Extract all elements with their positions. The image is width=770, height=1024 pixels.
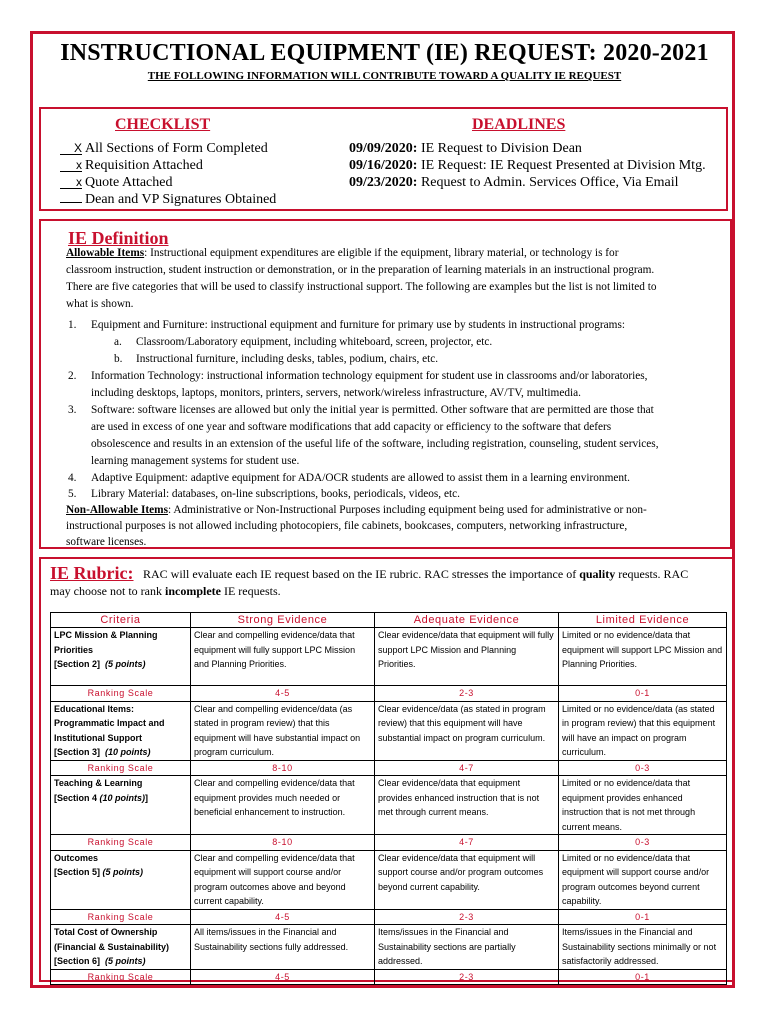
page-subtitle: THE FOLLOWING INFORMATION WILL CONTRIBUTE TOWARD A QUALITY IE REQUEST [147,70,622,82]
strong-cell: Clear and compelling evidence/data that equipment will fully support LPC Mission and Planning Priorities. [191,628,375,686]
deadline-text: IE Request: IE Request Presented at Division Mtg. [420,158,706,173]
score-adequate: 4-7 [375,760,559,776]
nonallowable-label: Non-Allowable Items [66,504,168,516]
nonallowable-line-1 [66,502,647,519]
rubric-heading: IE Rubric: [50,563,134,583]
points-label: (5 points) [105,659,146,669]
rubric-intro-bold: quality [579,567,616,581]
limited-cell: Limited or no evidence/data that equipment will support course and/or program outcomes beyond current capability. [559,850,727,909]
definition-line-2: classroom instruction, student instruction or demonstration, or in the preparation of learning materials in an instructional program. [66,264,655,276]
score-limited: 0-1 [559,909,727,925]
rubric-row [51,850,727,909]
rubric-row [51,925,727,970]
nonallowable-line-2: instructional purposes is not allowed including photocopiers, file cabinets, bookcases, computers, networking infrastructure, [66,520,628,532]
checklist-item[interactable] [60,140,268,157]
deadline-text: IE Request to Division Dean [420,141,582,156]
criteria-line: Total Cost of Ownership [54,927,158,937]
list-num: b. [114,353,123,365]
list-text: Classroom/Laboratory equipment, including whiteboard, screen, projector, etc. [136,336,493,348]
limited-cell: Limited or no evidence/data that equipment provides enhanced instruction that is not met through current means. [559,776,727,835]
list-text: Software: software licenses are allowed but only the initial year is permitted. Other software that are permitted are those that [91,404,654,416]
checklist-item[interactable] [60,157,203,174]
nonallowable-line-3: software licenses. [66,536,147,548]
list-num: 4. [68,472,77,484]
ranking-row [51,909,727,925]
rubric-header-row [51,613,727,628]
rubric-intro-text: IE requests. [220,584,281,598]
header-limited: Limited Evidence [559,613,727,628]
header-strong: Strong Evidence [191,613,375,628]
limited-cell: Limited or no evidence/data that equipment will support LPC Mission and Planning Priorities. [559,628,727,686]
deadline-text: Request to Admin. Services Office, Via Email [420,175,679,190]
header-criteria: Criteria [51,613,191,628]
adequate-cell: Clear evidence/data that equipment provides enhanced instruction that is not met through current means. [375,776,559,835]
score-limited: 0-1 [559,969,727,985]
score-strong: 8-10 [191,760,375,776]
criteria-section [54,954,187,969]
checklist-item-label: All Sections of Form Completed [85,141,268,156]
criteria-cell [51,850,191,909]
allowable-label: Allowable Items [66,247,145,259]
list-text: obsolescence and results in an extension of the useful life of the software, including registration, counseling, student services, [91,438,659,450]
criteria-section [54,657,187,672]
score-strong: 4-5 [191,969,375,985]
checklist-item-label: Requisition Attached [85,158,203,173]
points-label: (5 points) [105,956,146,966]
definition-heading: IE Definition [68,228,169,248]
allowable-text: : Instructional equipment expenditures are eligible if the equipment, library material, or technology is for [144,247,619,259]
score-strong: 8-10 [191,835,375,851]
score-strong: 4-5 [191,909,375,925]
checklist-item-label: Dean and VP Signatures Obtained [85,192,277,207]
rubric-intro-text: requests. RAC [615,567,689,581]
definition-line-4: what is shown. [66,298,134,310]
score-limited: 0-3 [559,835,727,851]
page-title: INSTRUCTIONAL EQUIPMENT (IE) REQUEST: 2020-2021 [60,40,709,66]
deadline-item [349,140,582,157]
list-text: Adaptive Equipment: adaptive equipment for ADA/OCR students are allowed to assist them in a learning environment. [91,472,630,484]
list-text: Library Material: databases, on-line subscriptions, books, periodicals, videos, etc. [91,488,460,500]
deadline-item [349,174,679,191]
list-text: learning management systems for student use. [91,455,300,467]
list-text: including desktops, laptops, monitors, printers, servers, network/wireless infrastructure, AV/TV, multimedia. [91,387,581,399]
checklist-item[interactable] [60,174,172,191]
criteria-cell [51,776,191,835]
criteria-line: Educational Items: [54,703,135,714]
criteria-line: LPC Mission & Planning [54,630,158,640]
check-mark[interactable]: X [60,142,82,155]
check-mark[interactable] [60,202,82,203]
rubric-intro-text: may choose not to rank [50,584,165,598]
rubric-row [51,701,727,760]
ranking-row [51,835,727,851]
list-text: Information Technology: instructional information technology equipment for student use in classrooms and/or laboratories, [91,370,648,382]
strong-cell: All items/issues in the Financial and Sustainability sections fully addressed. [191,925,375,970]
score-adequate: 2-3 [375,909,559,925]
list-text: Instructional furniture, including desks, tables, podium, chairs, etc. [136,353,439,365]
nonallowable-text: : Administrative or Non-Instructional Purposes including equipment being used for administrative or non- [167,504,647,516]
criteria-line: Institutional Support [54,732,142,743]
ranking-label: Ranking Scale [51,909,191,925]
score-adequate: 2-3 [375,969,559,985]
section-label: [Section 4 [54,792,98,803]
criteria-line: Teaching & Learning [54,778,143,788]
rubric-intro-line-1 [143,566,688,583]
strong-cell: Clear and compelling evidence/data (as stated in program review) that this equipment will have substantial impact on program curriculum. [191,701,375,760]
strong-cell: Clear and compelling evidence/data that equipment will support course and/or program outcomes above and beyond current capability. [191,850,375,909]
allowable-line-1 [66,245,618,262]
checklist-item[interactable] [60,191,276,208]
criteria-cell [51,925,191,970]
ranking-label: Ranking Scale [51,686,191,702]
section-label: [Section 5] [54,867,101,877]
deadline-date: 09/16/2020: [349,158,418,173]
criteria-line: Priorities [54,644,94,655]
criteria-cell [51,628,191,686]
score-strong: 4-5 [191,686,375,702]
section-label: [Section 2] [54,659,101,669]
ranking-label: Ranking Scale [51,760,191,776]
deadline-date: 09/23/2020: [349,175,418,190]
points-label: (5 points) [102,867,144,877]
list-num: 2. [68,370,77,382]
criteria-cell [51,701,191,760]
limited-cell: Limited or no evidence/data (as stated in program review) that this equipment will have an impact on program curriculum. [559,701,727,760]
list-num: 3. [68,404,77,416]
definition-line-3: There are five categories that will be used to classify instructional support. The following are examples but the list is not limited to [66,281,657,293]
ranking-label: Ranking Scale [51,835,191,851]
list-num: 1. [68,319,77,331]
ranking-label: Ranking Scale [51,969,191,985]
points-label: (10 points) [99,792,146,803]
section-label: [Section 6] [54,956,101,966]
list-num: a. [114,336,122,348]
adequate-cell: Clear evidence/data that equipment will fully support LPC Mission and Planning Priorities. [375,628,559,686]
adequate-cell: Clear evidence/data (as stated in program review) that this equipment will have substantial impact on program curriculum. [375,701,559,760]
score-limited: 0-1 [559,686,727,702]
rubric-intro-bold: incomplete [164,584,221,598]
score-adequate: 4-7 [375,835,559,851]
list-num: 5. [68,488,77,500]
limited-cell: Items/issues in the Financial and Sustainability sections minimally or not satisfactorily addressed. [559,925,727,970]
criteria-section [54,745,187,760]
criteria-line: (Financial & Sustainability) [54,941,170,952]
checklist-item-label: Quote Attached [85,175,173,190]
list-text: Equipment and Furniture: instructional equipment and furniture for primary use by students in instructional programs: [91,319,625,331]
ranking-row [51,760,727,776]
strong-cell: Clear and compelling evidence/data that equipment provides much needed or beneficial enhancement to instruction. [191,776,375,835]
rubric-intro-text: RAC will evaluate each IE request based on the IE rubric. RAC stresses the importance of [143,567,580,581]
checklist-heading: CHECKLIST [115,116,211,133]
adequate-cell: Items/issues in the Financial and Sustainability sections are partially addressed. [375,925,559,970]
points-label: (10 points) [105,747,151,757]
check-mark[interactable]: x [60,176,82,189]
criteria-section [54,865,187,880]
criteria-section: [Section 4 (10 points)] [54,792,149,803]
criteria-line: Outcomes [54,852,99,863]
ranking-row [51,969,727,985]
section-label: [Section 3] [54,747,101,757]
header-adequate: Adequate Evidence [375,613,559,628]
rubric-table [50,612,727,985]
deadline-date: 09/09/2020: [349,141,418,156]
ranking-row [51,686,727,702]
deadline-item [349,157,706,174]
rubric-row [51,628,727,686]
deadlines-heading: DEADLINES [472,116,566,133]
list-text: are used in excess of one year and software modifications that add capacity or efficiency to the software that defers [91,421,612,433]
adequate-cell: Clear evidence/data that equipment will support course and/or program outcomes beyond current capability. [375,850,559,909]
rubric-intro-line-2 [50,583,281,600]
rubric-row [51,776,727,835]
score-adequate: 2-3 [375,686,559,702]
check-mark[interactable]: x [60,159,82,172]
score-limited: 0-3 [559,760,727,776]
criteria-line: Programmatic Impact and [54,718,165,728]
